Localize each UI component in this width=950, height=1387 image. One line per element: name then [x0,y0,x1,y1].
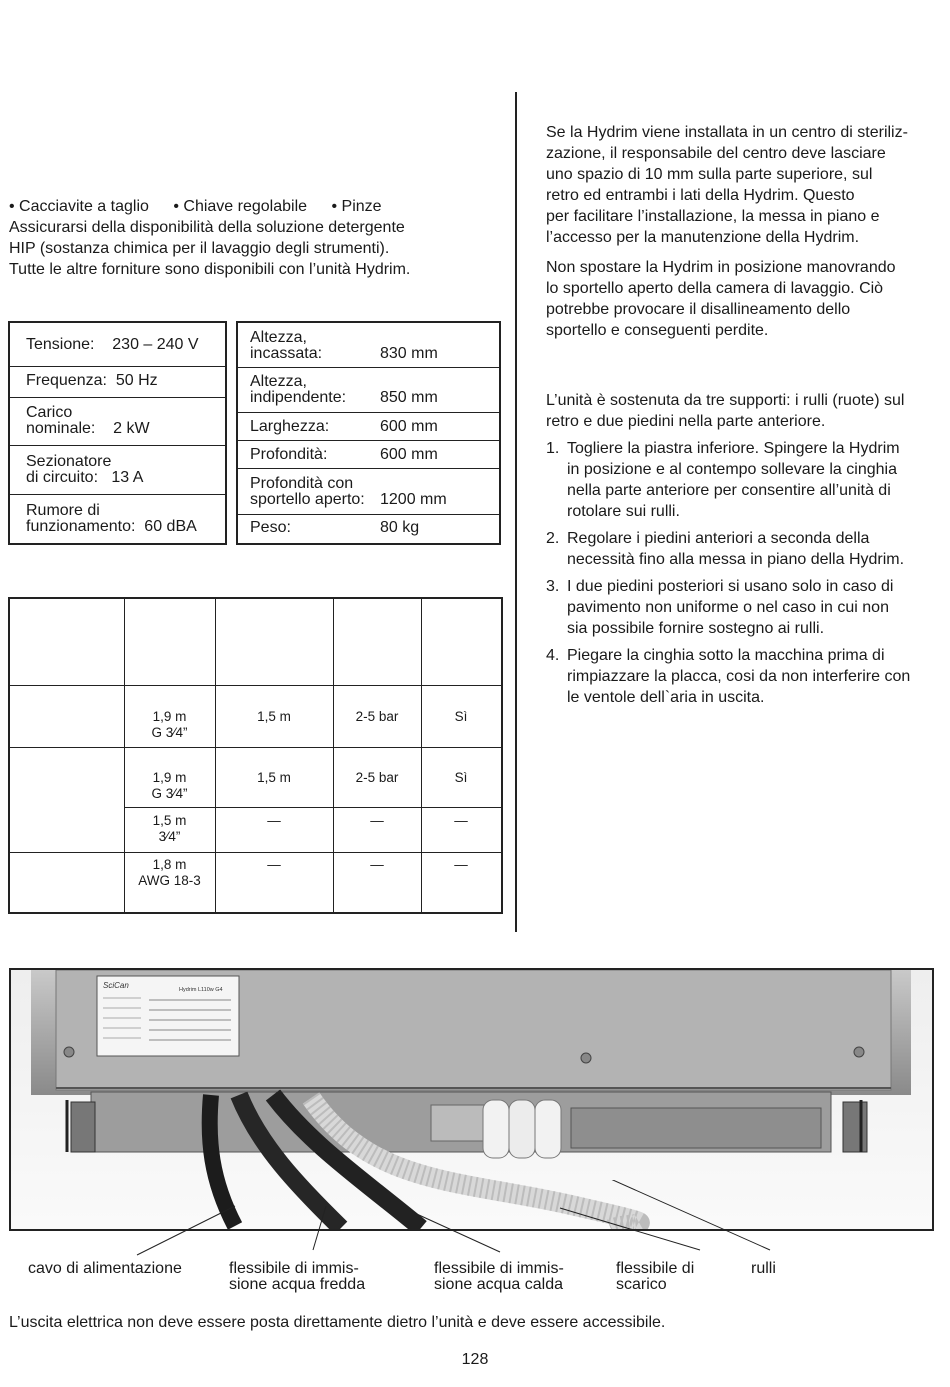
hose-cell: 1,5 m [257,770,291,785]
spec-row: Altezza, incassata: 830 mm [238,323,499,368]
leveling-steps [546,438,950,714]
hose-length-cell: 1,9 m G 3⁄4” [151,709,188,740]
step-item: 2. Regolare i piedini anteriori a seconda della necessità fino alla messa in piano della Hydrim. [546,530,905,568]
hose-cell: — [370,813,384,828]
supplies-paragraph: Assicurarsi della disponibilità della soluzione detergente HIP (sostanza chimica per il lavaggio degli strumenti). Tutte le altre forniture sono disponibili con l’unità Hydrim. [9,219,411,278]
caption-power-cable: cavo di alimentazione [28,1260,182,1277]
callout-lines [0,1180,950,1260]
spec-row: Profondità con sportello aperto: 1200 mm [238,469,499,515]
step-item: 3. I due piedini posteriori si usano solo in caso di pavimento non uniforme o nel caso in cui non sia possibile fornire sostegno ai rulli. [546,578,894,637]
step-item: 1. Togliere la piastra inferiore. Spingere la Hydrim in posizione e al contempo sollevare la cinghia nella parte anteriore per consentire all’unità di rotolare sui rulli. [546,440,900,520]
hose-length-cell: 1,5 m 3⁄4” [152,813,187,844]
tool-item: • Chiave regolabile [173,198,308,215]
caption-cold-water-hose: flessibile di immis- sione acqua fredda [229,1260,366,1293]
hose-cell: Sì [454,709,468,724]
spec-row: Altezza, indipendente: 850 mm [238,368,499,413]
page-number: 128 [461,1351,489,1368]
brand-label: SciCan [103,981,129,990]
model-label: Hydrim L110w G4 [179,987,223,993]
spec-row: Larghezza: 600 mm [238,413,499,441]
hose-length-cell: 1,9 m G 3⁄4” [151,770,188,801]
hose-cell: — [267,857,281,872]
electrical-spec-table [8,321,227,545]
spec-row: Rumore di funzionamento: 60 dBA [26,502,197,535]
hose-cell: — [454,813,468,828]
supports-paragraph: L’unità è sostenuta da tre supporti: i rulli (ruote) sul retro e due piedini nella parte anteriore. [546,392,905,430]
hose-pressure-cell: 2-5 bar [355,770,399,785]
spec-row: Peso: 80 kg [250,519,420,536]
electrical-outlet-note: L’uscita elettrica non deve essere posta direttamente dietro l’unità e deve essere accessibile. [9,1314,666,1331]
caption-hot-water-hose: flessibile di immis- sione acqua calda [434,1260,564,1293]
caption-drain-hose: flessibile di scarico [616,1260,695,1293]
hose-cell: 1,5 m [257,709,291,724]
hose-cell: — [267,813,281,828]
hose-pressure-cell: 2-5 bar [355,709,399,724]
tools-list [9,196,489,217]
hose-length-cell: 1,8 m AWG 18-3 [138,857,201,888]
spec-row: Tensione: 230 – 240 V [10,323,225,367]
spec-row: Carico nominale: 2 kW [10,398,225,446]
spec-row: Frequenza: 50 Hz [10,367,225,398]
hose-table [8,597,503,914]
step-item: 4. Piegare la cinghia sotto la macchina prima di rimpiazzare la placca, cosi da non interferire con le ventole dell`aria in uscita. [546,647,911,706]
column-divider [515,92,517,932]
spec-row: Profondità: 600 mm [238,441,499,469]
tool-item: • Pinze [331,198,382,215]
clearance-paragraph: Se la Hydrim viene installata in un centro di steriliz- zazione, il responsabile del centro deve lasciare uno spazio di 10 mm sulla parte superiore, sul retro ed entrambi i lati della Hydrim. Questo per facilitare l’installazione, la messa in piano e l’accesso per la manutenzione della Hydrim. [546,124,908,246]
caption-rollers: rulli [751,1260,776,1277]
warning-paragraph: Non spostare la Hydrim in posizione manovrando lo sportello aperto della camera di lavaggio. Ciò potrebbe provocare il disallineamento dello sportello e conseguenti perdite. [546,259,896,339]
hose-cell: Sì [454,770,468,785]
dimension-spec-table [236,321,501,545]
tool-item: • Cacciavite a taglio [9,198,149,215]
hose-cell: — [454,857,468,872]
spec-row: Sezionatore di circuito: 13 A [10,446,225,495]
hose-cell: — [370,857,384,872]
